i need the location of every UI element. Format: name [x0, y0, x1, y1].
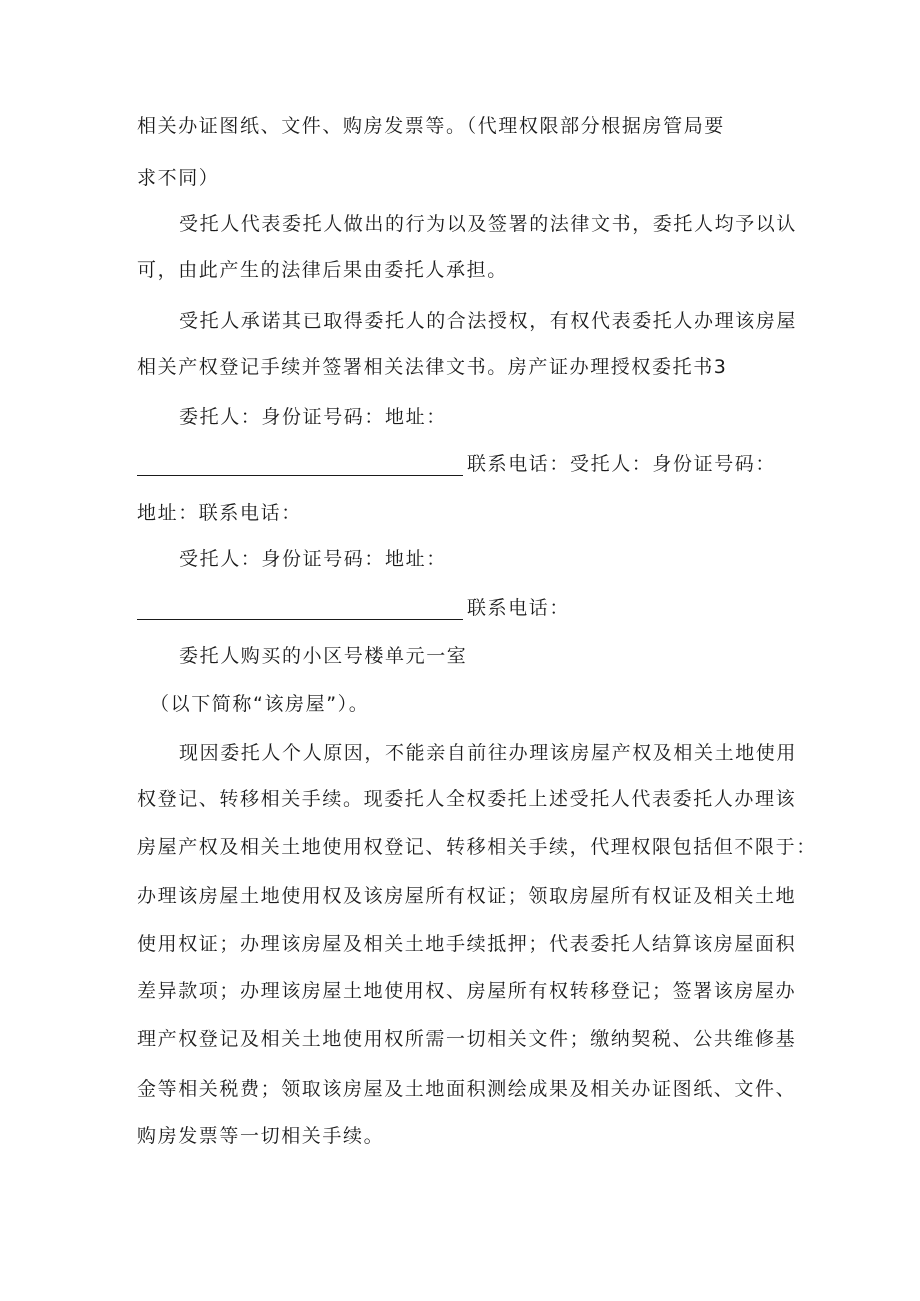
text-line: 相关办证图纸、文件、购房发票等。（代理权限部分根据房管局要 [137, 115, 725, 137]
blank-underline [137, 599, 463, 620]
fill-in-line [137, 452, 776, 476]
text-line: 差异款项；办理该房屋土地使用权、房屋所有权转移登记；签署该房屋办 [137, 980, 797, 1002]
text-line: 购房发票等一切相关手续。 [137, 1125, 385, 1147]
text-line: 求不同） [137, 167, 220, 189]
text-line: 使用权证；办理该房屋及相关土地手续抵押；代表委托人结算该房屋面积 [137, 933, 797, 955]
principal-info-line: 委托人：身份证号码：地址： [179, 406, 447, 428]
text-line: 金等相关税费；领取该房屋及土地面积测绘成果及相关办证图纸、文件、 [137, 1078, 797, 1100]
text-line: 可，由此产生的法律后果由委托人承担。 [137, 259, 508, 281]
text-line: 地址：联系电话： [137, 502, 302, 524]
text-line: 权登记、转移相关手续。现委托人全权委托上述受托人代表委托人办理该 [137, 788, 797, 810]
fill-in-line [137, 596, 570, 620]
text-line: 委托人购买的小区号楼单元一室 [179, 645, 468, 667]
text-line: 受托人承诺其已取得委托人的合法授权，有权代表委托人办理该房屋 [179, 310, 798, 332]
text-line: （以下简称“该房屋”）。 [150, 693, 370, 715]
text-line: 房屋产权及相关土地使用权登记、转移相关手续，代理权限包括但不限于： [137, 836, 817, 858]
text-line: 现因委托人个人原因，不能亲自前往办理该房屋产权及相关土地使用 [179, 742, 798, 764]
contact-phone-label: 联系电话： [467, 597, 571, 619]
blank-underline [137, 455, 463, 476]
text-line: 办理该房屋土地使用权及该房屋所有权证；领取房屋所有权证及相关土地 [137, 885, 797, 907]
text-line: 受托人代表委托人做出的行为以及签署的法律文书，委托人均予以认 [179, 213, 798, 235]
text-line: 相关产权登记手续并签署相关法律文书。房产证办理授权委托书3 [137, 356, 728, 378]
agent-info-line: 受托人：身份证号码：地址： [179, 548, 447, 570]
contact-phone-label: 联系电话：受托人：身份证号码： [467, 453, 777, 475]
text-line: 理产权登记及相关土地使用权所需一切相关文件；缴纳契税、公共维修基 [137, 1028, 797, 1050]
